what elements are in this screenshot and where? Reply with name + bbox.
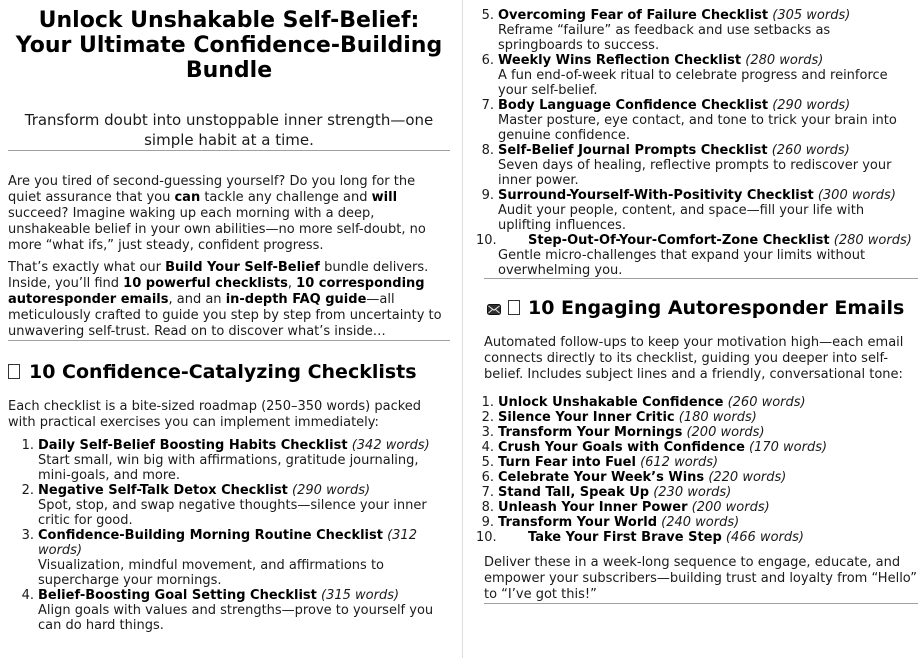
text-run: That’s exactly what our xyxy=(8,260,166,275)
item-description: Gentle micro-challenges that expand your limits without overwhelming you. xyxy=(498,248,866,278)
bold-text: 10 powerful checklists xyxy=(123,276,288,291)
list-item-content xyxy=(498,8,918,53)
intro-paragraph-2 xyxy=(8,260,450,340)
item-title: Turn Fear into Fuel xyxy=(498,455,636,470)
bold-text: 10 corresponding autoresponder emails xyxy=(8,276,425,307)
text-run: succeed? Imagine waking up each morning with a deep, unshakeable belief in your own abilities—no more self-doubt, no more “what ifs,” just steady, confident progress. xyxy=(8,206,426,253)
emails-outro: Deliver these in a week-long sequence to engage, educate, and empower your subscribers—building trust and loyalty from “Hello” to “I’ve got this!” xyxy=(484,555,918,602)
item-word-count: (612 words) xyxy=(640,455,719,470)
item-title: Silence Your Inner Critic xyxy=(498,410,675,425)
list-item-content xyxy=(498,53,918,98)
item-word-count: (305 words) xyxy=(772,8,851,23)
item-word-count: (240 words) xyxy=(661,515,740,530)
list-item-content xyxy=(38,528,450,588)
list-item xyxy=(476,53,918,98)
list-item-content xyxy=(498,530,918,545)
item-title: Confidence-Building Morning Routine Checklist xyxy=(38,528,383,543)
bold-text: in-depth FAQ guide xyxy=(225,292,367,307)
item-word-count: (220 words) xyxy=(708,470,787,485)
list-item-number: 1. xyxy=(481,395,494,410)
list-item-number: 3. xyxy=(481,425,494,440)
text-run: —all meticulously crafted to guide you step by step from uncertainty to unwavering self-trust. Read on to discover what’s inside… xyxy=(8,292,442,339)
item-title: Step-Out-Of-Your-Comfort-Zone Checklist xyxy=(528,233,830,248)
checklists-heading-text: 10 Confidence-Catalyzing Checklists xyxy=(29,361,417,383)
list-item-number: 4. xyxy=(21,588,34,603)
item-description: Seven days of healing, reflective prompts to rediscover your inner power. xyxy=(498,158,892,188)
text-line: Your Ultimate Confidence-Building xyxy=(15,33,443,58)
item-title: Daily Self-Belief Boosting Habits Checklist xyxy=(38,438,348,453)
item-word-count: (200 words) xyxy=(691,500,770,515)
list-item xyxy=(16,588,450,633)
emails-intro: Automated follow-ups to keep your motivation high—each email connects directly to its checklist, guiding you deeper into self-belief. Includes subject lines and a friendly, conversational tone: xyxy=(484,335,904,382)
text-line: Unlock Unshakable Self-Belief: xyxy=(38,8,420,33)
item-description: Visualization, mindful movement, and affirmations to supercharge your mornings. xyxy=(38,558,385,588)
item-word-count: (466 words) xyxy=(725,530,804,545)
right-column xyxy=(462,0,924,658)
checklists-list-part2 xyxy=(476,8,918,278)
item-word-count: (280 words) xyxy=(833,233,912,248)
item-word-count: (230 words) xyxy=(653,485,732,500)
list-item xyxy=(476,395,918,410)
item-description: Spot, stop, and swap negative thoughts—silence your inner critic for good. xyxy=(38,498,427,528)
text-run: , xyxy=(287,276,297,291)
list-item-number: 5. xyxy=(481,455,494,470)
list-item-number: 5. xyxy=(481,8,494,23)
list-item-number: 10. xyxy=(476,530,497,545)
page-subtitle xyxy=(8,110,450,150)
item-title: Unlock Unshakable Confidence xyxy=(498,395,724,410)
divider xyxy=(484,278,918,279)
checklists-intro: Each checklist is a bite-sized roadmap (250–350 words) packed with practical exercises you can implement immediately: xyxy=(8,399,422,430)
item-word-count: (342 words) xyxy=(351,438,430,453)
emails-heading xyxy=(484,297,918,319)
list-item-content xyxy=(498,455,918,470)
list-item-content xyxy=(498,143,918,188)
checklists-list-part1 xyxy=(16,438,450,633)
item-word-count: (170 words) xyxy=(749,440,828,455)
list-item-content xyxy=(38,483,450,528)
list-item-content xyxy=(498,500,918,515)
list-item-number: 8. xyxy=(481,143,494,158)
list-item-number: 1. xyxy=(21,438,34,453)
list-item-number: 3. xyxy=(21,528,34,543)
list-item-number: 6. xyxy=(481,53,494,68)
list-item-content xyxy=(498,233,918,278)
list-item-content xyxy=(498,188,918,233)
text-run: Are you tired of second-guessing yourself? Do you long for the quiet assurance that you xyxy=(8,174,416,205)
divider xyxy=(484,603,918,604)
item-description: A fun end-of-week ritual to celebrate progress and reinforce your self-belief. xyxy=(498,68,888,98)
text-run: , and an xyxy=(168,292,226,307)
item-word-count: (200 words) xyxy=(686,425,765,440)
list-item-content xyxy=(498,410,918,425)
list-item-number: 2. xyxy=(21,483,34,498)
list-item-number: 8. xyxy=(481,500,494,515)
emails-list xyxy=(476,395,918,545)
list-item-content xyxy=(498,395,918,410)
list-item-number: 7. xyxy=(481,98,494,113)
item-title: Unleash Your Inner Power xyxy=(498,500,688,515)
list-item-content xyxy=(38,588,450,633)
list-item-content xyxy=(498,470,918,485)
list-item-number: 2. xyxy=(481,410,494,425)
list-item xyxy=(476,515,918,530)
item-description: Reframe “failure” as feedback and use setbacks as springboards to success. xyxy=(498,23,831,53)
bold-text: will xyxy=(371,190,398,205)
list-item-number: 9. xyxy=(481,515,494,530)
item-word-count: (290 words) xyxy=(292,483,371,498)
item-title: Stand Tall, Speak Up xyxy=(498,485,650,500)
item-word-count: (260 words) xyxy=(771,143,850,158)
list-item-content xyxy=(498,485,918,500)
list-item xyxy=(476,8,918,53)
item-title: Overcoming Fear of Failure Checklist xyxy=(498,8,769,23)
item-word-count: (300 words) xyxy=(817,188,896,203)
item-word-count: (260 words) xyxy=(727,395,806,410)
missing-glyph-icon xyxy=(8,364,20,379)
item-title: Body Language Confidence Checklist xyxy=(498,98,769,113)
list-item xyxy=(476,233,918,278)
item-description: Master posture, eye contact, and tone to trick your brain into genuine confidence. xyxy=(498,113,897,143)
list-item xyxy=(16,438,450,483)
text-line: Bundle xyxy=(185,58,273,83)
list-item xyxy=(476,440,918,455)
text-line: Transform doubt into unstoppable inner strength—one xyxy=(24,111,434,129)
item-description: Align goals with values and strengths—prove to yourself you can do hard things. xyxy=(38,603,434,633)
list-item xyxy=(476,485,918,500)
checklists-heading xyxy=(8,361,450,383)
list-item xyxy=(476,143,918,188)
item-title: Weekly Wins Reflection Checklist xyxy=(498,53,742,68)
item-title: Take Your First Brave Step xyxy=(528,530,722,545)
intro-paragraph-1 xyxy=(8,174,450,254)
text-run: bundle delivers. Inside, you’ll find xyxy=(8,260,429,291)
item-word-count: (315 words) xyxy=(321,588,400,603)
list-item-number: 10. xyxy=(476,233,497,248)
bold-text: Build Your Self-Belief xyxy=(165,260,320,275)
list-item xyxy=(476,188,918,233)
item-title: Self-Belief Journal Prompts Checklist xyxy=(498,143,768,158)
item-title: Belief-Boosting Goal Setting Checklist xyxy=(38,588,317,603)
text-run: tackle any challenge and xyxy=(200,190,372,205)
list-item-content xyxy=(498,425,918,440)
item-word-count: (290 words) xyxy=(772,98,851,113)
list-item xyxy=(476,410,918,425)
list-item-content xyxy=(498,440,918,455)
item-title: Transform Your World xyxy=(498,515,658,530)
bold-text: can xyxy=(174,190,201,205)
item-description: Audit your people, content, and space—fill your life with uplifting influences. xyxy=(498,203,865,233)
list-item xyxy=(16,528,450,588)
page-title xyxy=(8,8,450,83)
emails-heading-text: 10 Engaging Autoresponder Emails xyxy=(528,297,905,319)
item-title: Transform Your Mornings xyxy=(498,425,683,440)
list-item-number: 6. xyxy=(481,470,494,485)
item-title: Negative Self-Talk Detox Checklist xyxy=(38,483,288,498)
item-word-count: (280 words) xyxy=(745,53,824,68)
text-line: simple habit at a time. xyxy=(144,131,314,149)
list-item-content xyxy=(498,98,918,143)
list-item-number: 9. xyxy=(481,188,494,203)
list-item xyxy=(476,425,918,440)
envelope-icon xyxy=(487,304,501,315)
list-item-content xyxy=(498,515,918,530)
list-item xyxy=(476,500,918,515)
list-item xyxy=(476,455,918,470)
list-item xyxy=(16,483,450,528)
list-item-number: 7. xyxy=(481,485,494,500)
item-title: Crush Your Goals with Confidence xyxy=(498,440,745,455)
list-item xyxy=(476,98,918,143)
item-title: Surround-Yourself-With-Positivity Checklist xyxy=(498,188,814,203)
item-title: Celebrate Your Week’s Wins xyxy=(498,470,705,485)
item-description: Start small, win big with affirmations, gratitude journaling, mini-goals, and more. xyxy=(38,453,419,483)
item-word-count: (180 words) xyxy=(678,410,757,425)
item-word-count: (312 words) xyxy=(38,528,417,558)
list-item-content xyxy=(38,438,450,483)
divider xyxy=(8,150,450,151)
list-item-number: 4. xyxy=(481,440,494,455)
list-item xyxy=(476,470,918,485)
missing-glyph-icon xyxy=(508,300,520,315)
list-item xyxy=(476,530,918,545)
divider xyxy=(8,340,450,341)
